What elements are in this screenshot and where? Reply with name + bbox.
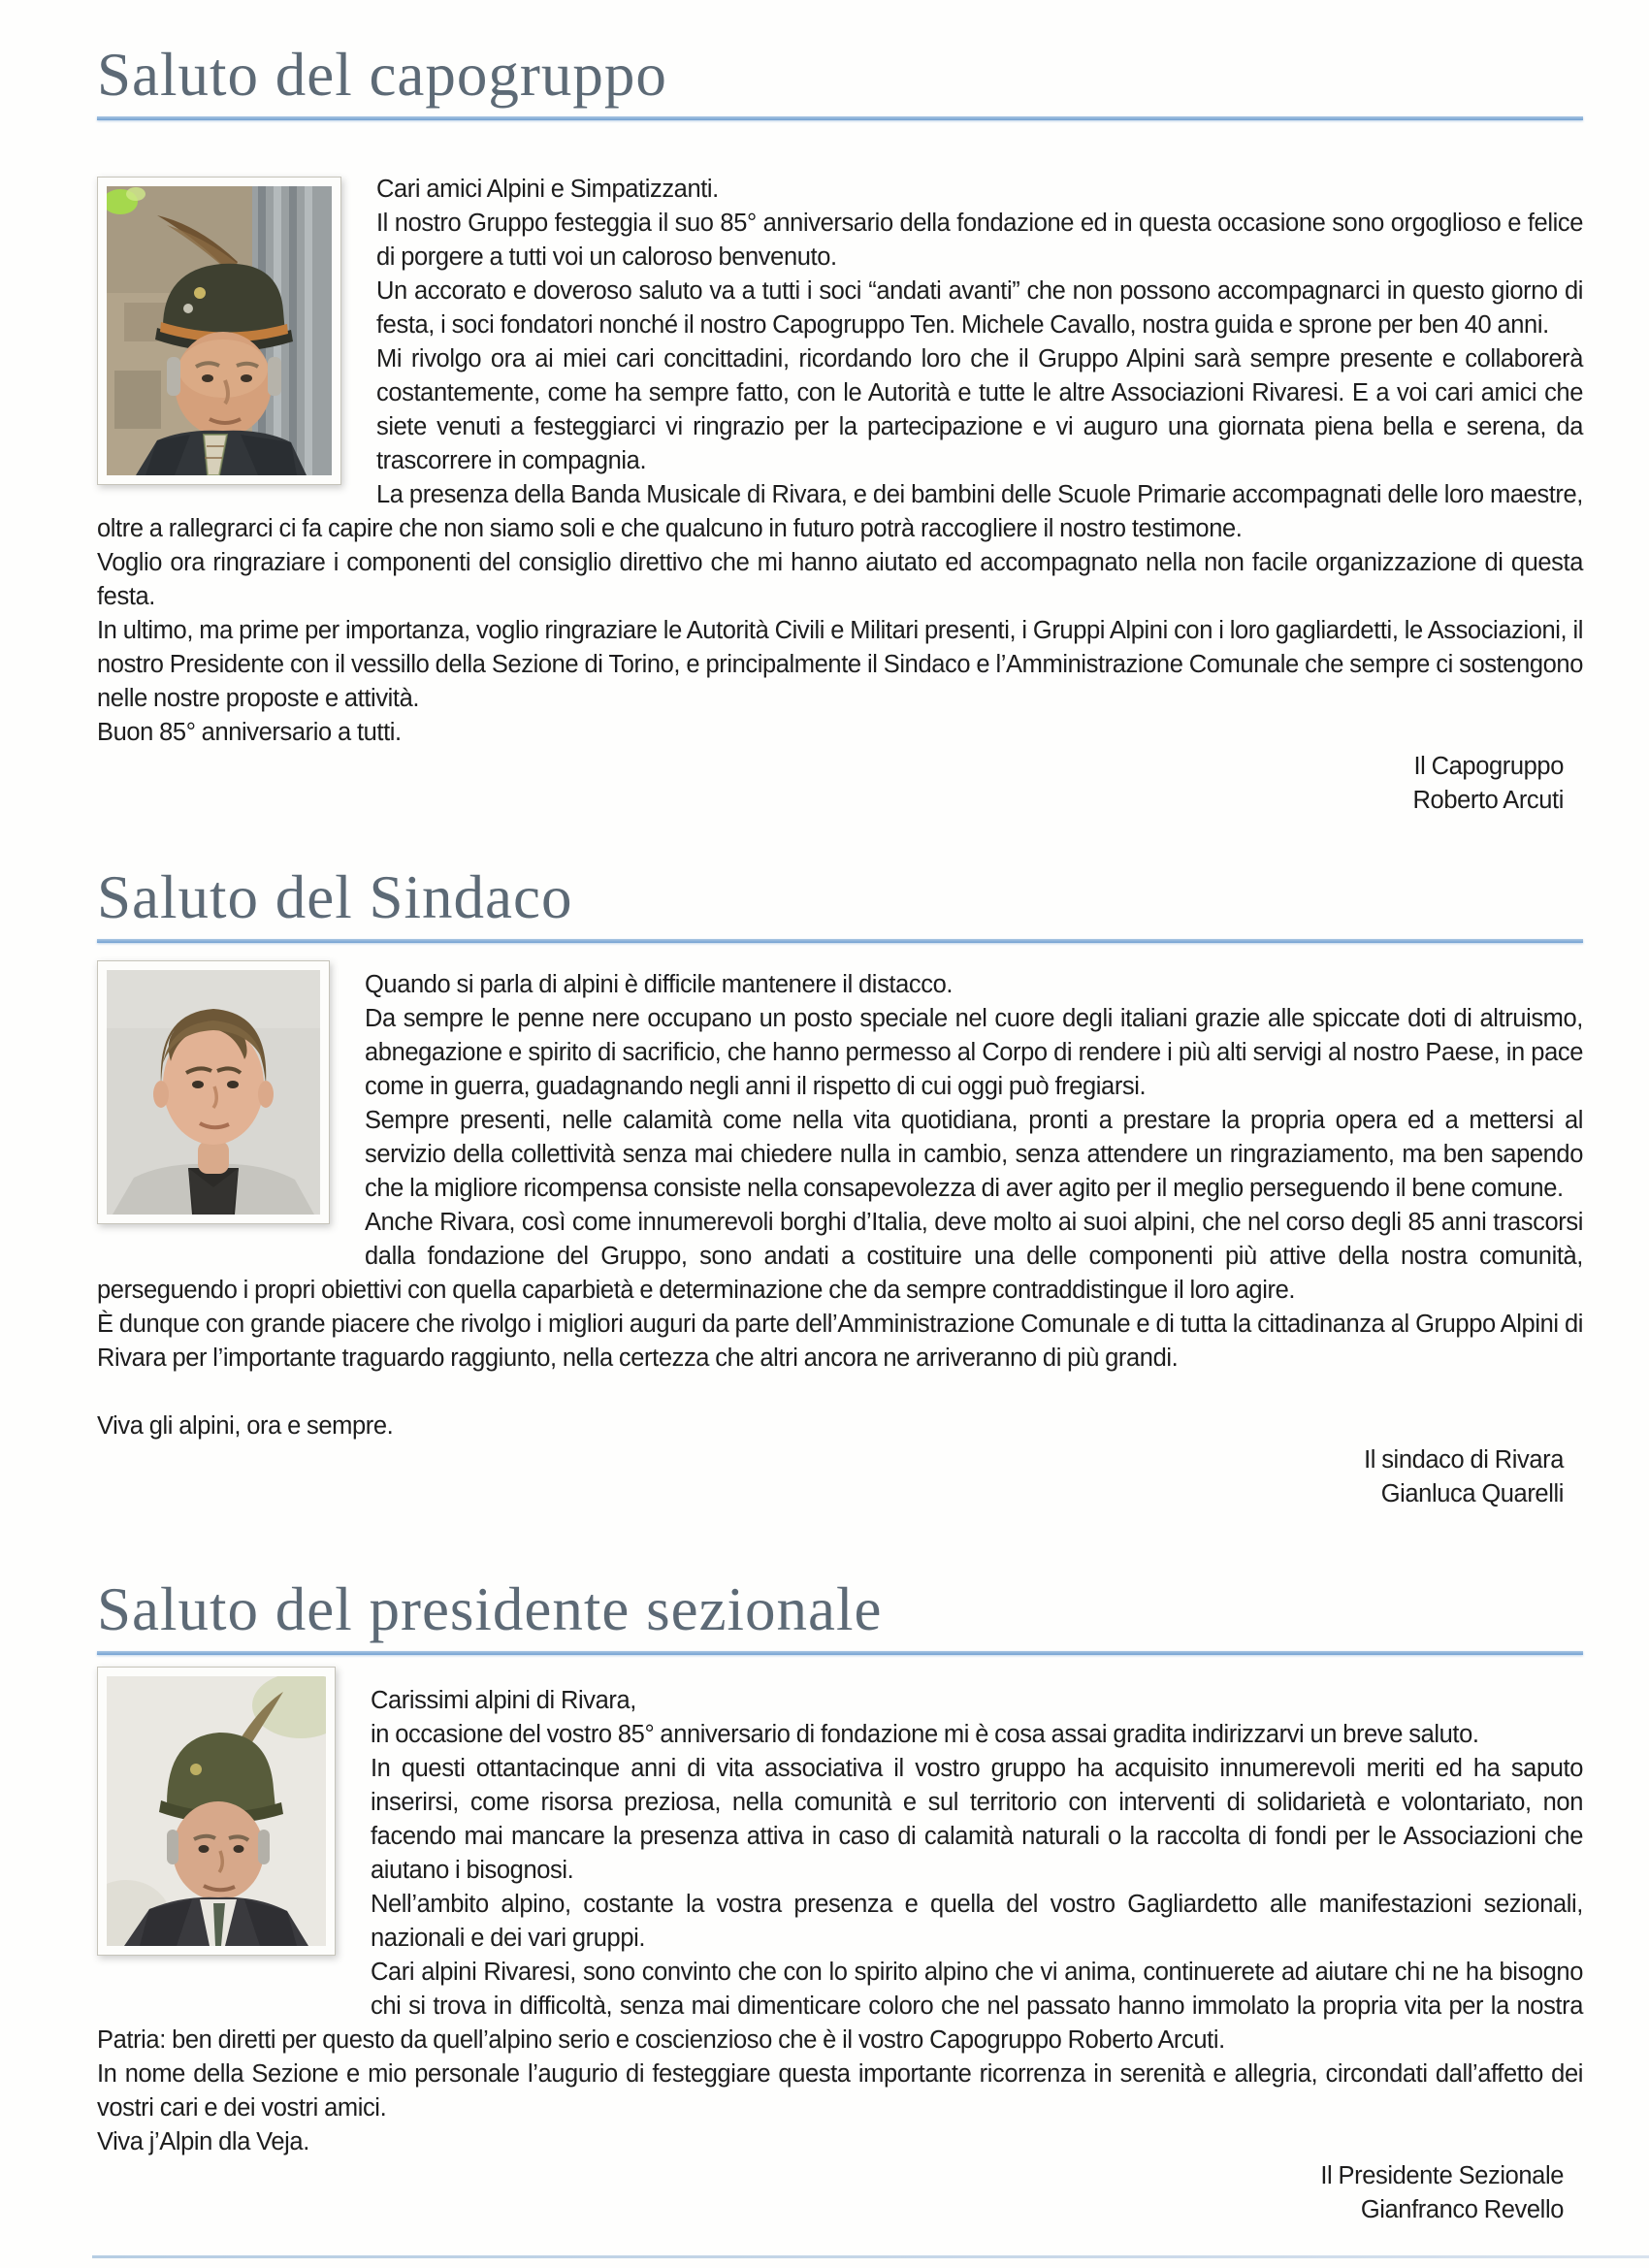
heading-underline [97,116,1583,120]
paragraph: Buon 85° anniversario a tutti. [97,719,402,746]
section-sindaco [97,861,1583,1511]
paragraph: Nell’ambito alpino, costante la vostra presenza e quella del vostro Gagliardetto alle manifestazioni sezionali, nazionali e dei vari gruppi. [371,1891,1583,1952]
paragraph: Anche Rivara, così come innumerevoli borghi d’Italia, deve molto ai suoi alpini, che nel corso degli 85 anni trascorsi dalla fondazione del Gruppo, sono andati a costituire una delle componenti più attive della nostra comunità, perseguendo i propri obiettivi con quella caparbietà e determinazione che da sempre contraddistingue il loro agire. [97,1209,1583,1304]
paragraph: Viva gli alpini, ora e sempre. [97,1412,394,1440]
signature-block [97,750,1583,818]
section-body [97,173,1583,818]
section-capogruppo [97,39,1583,818]
paragraph: Sempre presenti, nelle calamità come nella vita quotidiana, pronti a prestare la propria opera ed a mettersi al servizio della collettività senza mai chiedere nulla in cambio, senza attendere un ringraziamento, ma ben sapendo che la migliore ricompensa consiste nella consapevolezza di aver agito per il meglio perseguendo il bene comune. [365,1107,1583,1202]
signature-name: Roberto Arcuti [1412,787,1564,814]
capogruppo-photo [97,177,341,485]
page-bottom-rule [92,2255,1649,2258]
paragraph: in occasione del vostro 85° anniversario di fondazione mi è cosa assai gradita indirizzarvi un breve saluto. [371,1721,1479,1748]
portrait-illustration [107,970,320,1215]
paragraph: In questi ottantacinque anni di vita associativa il vostro gruppo ha acquisito innumerevoli meriti ed ha saputo inserirsi, come risorsa preziosa, nella comunità e sul territorio con interventi di solidarietà e volontariato, non facendo mai mancare la presenza attiva in caso di calamità naturali o la raccolta di fondi per le Associazioni che aiutano i bisognosi. [371,1755,1583,1884]
paragraph: Cari amici Alpini e Simpatizzanti. [376,176,719,203]
portrait-illustration [107,186,332,475]
paragraph: Il nostro Gruppo festeggia il suo 85° anniversario della fondazione ed in questa occasione sono orgoglioso e felice di porgere a tutti voi un caloroso benvenuto. [376,210,1583,271]
signature-block [97,1443,1583,1511]
signature-block [97,2159,1583,2227]
sindaco-photo [97,960,330,1224]
paragraph: Un accorato e doveroso saluto va a tutti i soci “andati avanti” che non possono accompagnarci in questo giorno di festa, i soci fondatori nonché il nostro Capogruppo Ten. Michele Cavallo, nostra guida e sprone per ben 40 anni. [376,277,1583,339]
heading-underline [97,1651,1583,1655]
heading-underline [97,939,1583,943]
section-title: Saluto del presidente sezionale [97,1575,883,1643]
paragraph: Quando si parla di alpini è difficile mantenere il distacco. [365,971,954,998]
paragraph: La presenza della Banda Musicale di Rivara, e dei bambini delle Scuole Primarie accompagnati delle loro maestre, oltre a rallegrarci ci fa capire che non siamo soli e che qualcuno in futuro potrà raccogliere il nostro testimone. [97,481,1583,542]
paragraph: Da sempre le penne nere occupano un posto speciale nel cuore degli italiani grazie alle spiccate doti di altruismo, abnegazione e spirito di sacrificio, che hanno permesso al Corpo di rendere i più alti servigi al nostro Paese, in pace come in guerra, guadagnando negli anni il rispetto di cui oggi può fregiarsi. [365,1005,1583,1100]
section-body [97,1684,1583,2227]
signature-name: Gianfranco Revello [1360,2196,1564,2223]
presidente-photo [97,1667,336,1956]
signature-role: Il Presidente Sezionale [1320,2162,1564,2189]
paragraph: Viva j’Alpin dla Veja. [97,2128,309,2155]
section-body [97,968,1583,1511]
paragraph: Mi rivolgo ora ai miei cari concittadini, ricordando loro che il Gruppo Alpini sarà sempre presente e collaborerà costantemente, come ha sempre fatto, con le Autorità e tutte le altre Associazioni Rivaresi. E a voi cari amici che siete venuti a festeggiarci vi ringrazio per la partecipazione e vi auguro una giornata piena bella e serena, da trascorrere in compagnia. [376,345,1583,474]
portrait-illustration [107,1676,326,1946]
paragraph: In ultimo, ma prime per importanza, voglio ringraziare le Autorità Civili e Militari presenti, i Gruppi Alpini con i loro gagliardetti, le Associazioni, il nostro Presidente con il vessillo della Sezione di Torino, e principalmente il Sindaco e l’Amministrazione Comunale che sempre ci sostengono nelle nostre proposte e attività. [97,617,1583,712]
section-title: Saluto del Sindaco [97,863,573,931]
signature-role: Il Capogruppo [1413,753,1564,780]
paragraph: È dunque con grande piacere che rivolgo i migliori auguri da parte dell’Amministrazione Comunale e di tutta la cittadinanza al Gruppo Alpini di Rivara per l’importante traguardo raggiunto, nella certezza che altri ancora ne arriveranno di più grandi. [97,1311,1583,1372]
signature-role: Il sindaco di Rivara [1364,1446,1564,1474]
paragraph: Carissimi alpini di Rivara, [371,1687,636,1714]
signature-name: Gianluca Quarelli [1380,1480,1564,1507]
paragraph: In nome della Sezione e mio personale l’augurio di festeggiare questa importante ricorrenza in serenità e allegria, circondati dall’affetto dei vostri cari e dei vostri amici. [97,2060,1583,2122]
section-title: Saluto del capogruppo [97,41,667,109]
paragraph: Cari alpini Rivaresi, sono convinto che con lo spirito alpino che vi anima, continuerete ad aiutare chi ne ha bisogno chi si trova in difficoltà, senza mai dimenticare coloro che nel passato hanno immolato la propria vita per la nostra Patria: ben diretti per questo da quell’alpino serio e coscienzioso che è il vostro Capogruppo Roberto Arcuti. [97,1959,1583,2054]
section-presidente-sezionale [97,1573,1583,2227]
paragraph: Voglio ora ringraziare i componenti del consiglio direttivo che mi hanno aiutato ed accompagnato nella non facile organizzazione di questa festa. [97,549,1583,610]
